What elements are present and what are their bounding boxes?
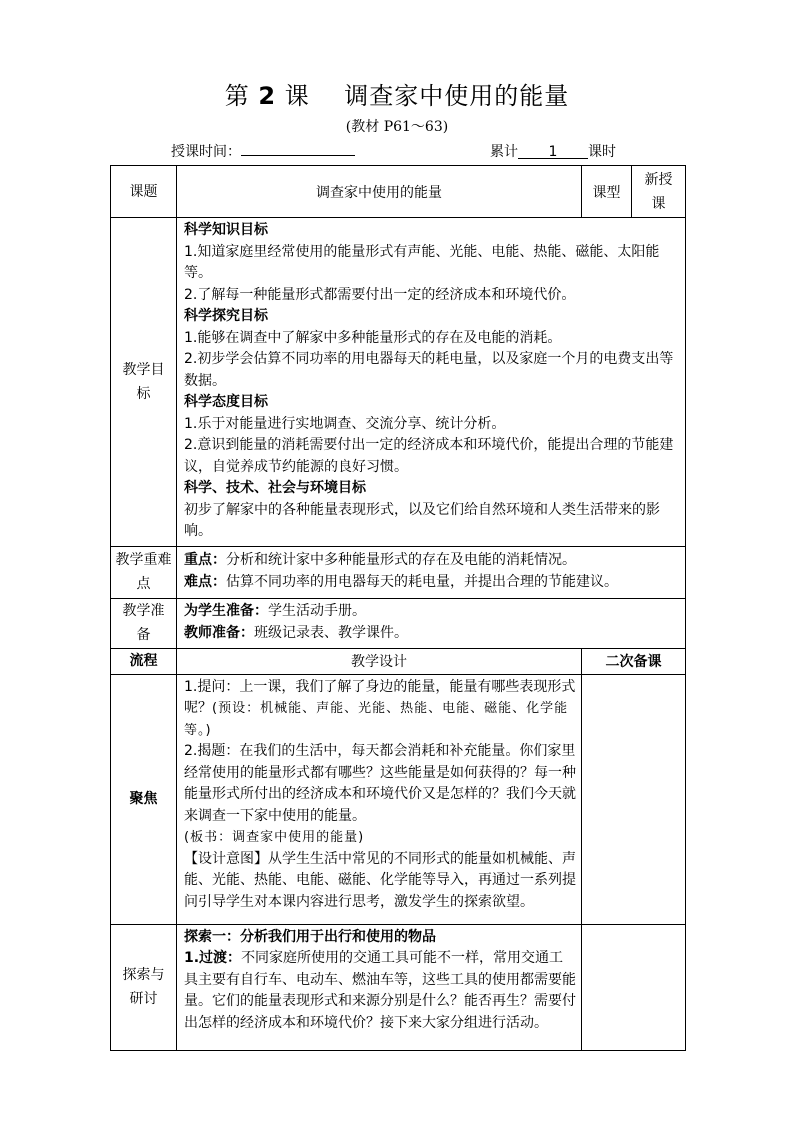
explore-transition [184, 948, 576, 1034]
title-suffix: 课 [284, 82, 310, 110]
board-note: (板书：调查家中使用的能量) [184, 830, 365, 845]
student-prep-label: 为学生准备： [184, 603, 268, 619]
focus-content [177, 674, 582, 924]
teacher-prep-label: 教师准备： [184, 624, 254, 641]
topic-row [111, 166, 686, 218]
goal-text: 初步了解家中的各种能量表现形式，以及它们给自然环境和人类生活带来的影响。 [184, 501, 660, 539]
focus-question-note: (预设：机械能、声能、光能、热能、电能、磁能、化学能等。) [184, 701, 569, 738]
teacher-prep-text: 班级记录表、教学课件。 [254, 624, 408, 641]
preparation-label: 教学准备 [111, 598, 177, 648]
goal-heading-stse: 科学、技术、社会与环境目标 [184, 480, 366, 496]
key-points-label: 教学重难点 [111, 546, 177, 598]
total-unit: 课时 [588, 144, 616, 160]
total-hours [490, 141, 616, 161]
goal-text: 1.知道家庭里经常使用的能量形式有声能、光能、电能、热能、磁能、太阳能等。 [184, 243, 660, 281]
explore-title: 探索一：分析我们用于出行和使用的物品 [184, 928, 436, 945]
focus-label: 聚焦 [111, 674, 177, 924]
student-prep-text: 学生活动手册。 [268, 603, 366, 619]
goal-text: 2.初步学会估算不同功率的用电器每天的耗电量，以及家庭一个月的电费支出等数据。 [184, 351, 674, 389]
second-prep-header: 二次备课 [582, 648, 686, 674]
goals-row [111, 218, 686, 547]
key-point [184, 550, 680, 572]
class-time-label: 授课时间： [171, 144, 241, 160]
focus-question-text: 1.提问：上一课，我们了解了身边的能量，能量有哪些表现形式呢？ [184, 678, 576, 716]
goal-text: 2.了解每一种能量形式都需要付出一定的经济成本和环境代价。 [184, 286, 576, 303]
difficult-point [184, 572, 680, 594]
explore-second-prep[interactable] [582, 924, 686, 1050]
key-points-row [111, 546, 686, 598]
textbook-pages: (教材 P61～63) [345, 119, 449, 135]
preparation-row [111, 598, 686, 648]
explore-transition-text: 不同家庭所使用的交通工具可能不一样，常用交通工具主要有自行车、电动车、燃油车等，这些工具的使用都需要能量。它们的能量表现形式和来源分别是什么？能否再生？需要付出怎样的经济成本和环境代价？接下来大家分组进行活动。 [184, 950, 576, 1031]
design-intent-text: 【设计意图】从学生生活中常见的不同形式的能量如机械能、声能、光能、热能、电能、磁能、化学能等导入，再通过一系列提问引导学生对本课内容进行思考，激发学生的探索欲望。 [184, 850, 576, 910]
goal-text: 1.能够在调查中了解家中多种能量形式的存在及电能的消耗。 [184, 329, 562, 346]
design-header-row [111, 648, 686, 674]
type-value: 新授课 [632, 166, 686, 218]
focus-reveal-text: 2.揭题：在我们的生活中，每天都会消耗和补充能量。你们家里经常使用的能量形式都有哪些？这些能量是如何获得的？每一种能量形式所付出的经济成本和环境代价又是怎样的？我们今天就来调查一下家中使用的能量。 [184, 743, 576, 824]
flow-header: 流程 [111, 648, 177, 674]
key-point-text: 分析和统计家中多种能量形式的存在及电能的消耗情况。 [226, 552, 576, 568]
topic-value: 调查家中使用的能量 [177, 166, 582, 218]
total-value: 1 [518, 144, 588, 159]
goal-heading-knowledge: 科学知识目标 [184, 222, 268, 238]
student-prep [184, 601, 680, 623]
explore-transition-label: 1.过渡： [184, 950, 242, 966]
focus-question [184, 677, 576, 742]
preparation-content [177, 598, 686, 648]
goals-content [177, 218, 686, 547]
title-prefix: 第 [224, 82, 250, 110]
focus-row [111, 674, 686, 924]
design-header: 教学设计 [177, 648, 582, 674]
goal-heading-attitude: 科学态度目标 [184, 394, 268, 410]
key-point-label: 重点： [184, 552, 226, 568]
goal-heading-inquiry: 科学探究目标 [184, 308, 268, 324]
goal-text: 2.意识到能量的消耗需要付出一定的经济成本和环境代价，能提出合理的节能建议，自觉养成节约能源的良好习惯。 [184, 437, 674, 475]
title-main: 调查家中使用的能量 [344, 82, 570, 110]
focus-second-prep[interactable] [582, 674, 686, 924]
lesson-plan-table [110, 165, 686, 1051]
total-label: 累计 [490, 144, 518, 160]
title-number: 2 [258, 82, 277, 110]
goals-label: 教学目标 [111, 218, 177, 547]
page-title [0, 76, 794, 111]
teacher-prep [184, 623, 680, 645]
type-label: 课型 [582, 166, 632, 218]
class-time-blank[interactable] [241, 141, 355, 156]
difficult-point-label: 难点： [184, 573, 226, 590]
key-points-content [177, 546, 686, 598]
difficult-point-text: 估算不同功率的用电器每天的耗电量，并提出合理的节能建议。 [226, 573, 618, 590]
goal-text: 1.乐于对能量进行实地调查、交流分享、统计分析。 [184, 415, 506, 432]
explore-label: 探索与研讨 [111, 924, 177, 1050]
class-time [171, 141, 355, 161]
explore-row [111, 924, 686, 1050]
explore-content [177, 924, 582, 1050]
topic-label: 课题 [111, 166, 177, 218]
